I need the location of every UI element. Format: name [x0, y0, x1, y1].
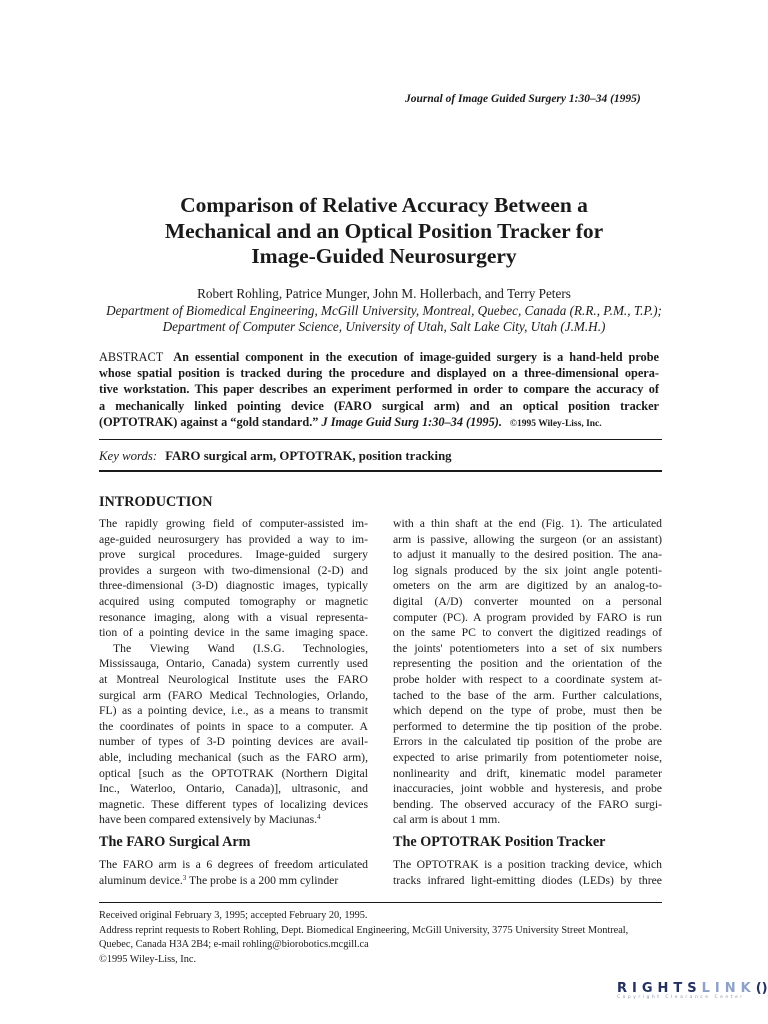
- text-line: The OPTOTRAK is a position tracking device, which: [393, 858, 662, 871]
- text-line: with a thin shaft at the end (Fig. 1). The articulated: [393, 517, 662, 530]
- abstract-text: (OPTOTRAK) against a “gold standard.”: [99, 414, 319, 429]
- text-line: FL) as a pointing device, i.e., as a means to transmit: [99, 704, 368, 718]
- abstract-line: [99, 349, 659, 365]
- rightslink-watermark: [617, 981, 768, 1011]
- text-line: performed to determine the tip position of the probe.: [393, 719, 662, 733]
- text-line: log signals produced by the six joint angle potenti-: [393, 563, 662, 577]
- abstract-copyright: ©1995 Wiley-Liss, Inc.: [509, 418, 602, 429]
- title-line: Image-Guided Neurosurgery: [251, 244, 517, 268]
- text-line: The Viewing Wand (I.S.G. Technologies,: [113, 641, 368, 655]
- text-line: tached to the base of the arm. Further calculations,: [393, 688, 662, 702]
- rightslink-text-light: LINK: [701, 981, 756, 996]
- text-line: age-guided neurosurgery has provided a way to im-: [99, 532, 368, 546]
- text-line: acquired using computed tomography or magnetic: [99, 594, 368, 608]
- reprint-note: Address reprint requests to Robert Rohling, Dept. Biomedical Engineering, McGill University, 3775 University Street Montreal,: [99, 924, 629, 936]
- abstract-label: ABSTRACT: [99, 350, 164, 364]
- footnotes: [99, 909, 664, 967]
- text-line: surgical arm (FARO Medical Technologies, Orlando,: [99, 688, 368, 702]
- abstract-text: An essential component in the execution of image-guided surgery is a hand-held probe: [173, 350, 659, 364]
- text-line: bending. The observed accuracy of the FARO surgi-: [393, 797, 662, 811]
- text-line: representing the position and the orientation of the: [393, 657, 662, 671]
- abstract-line: tive workstation. This paper describes an experiment performed in order to compare the accuracy of: [99, 382, 659, 397]
- optotrak-paragraph: [393, 857, 662, 888]
- section-heading-introduction: INTRODUCTION: [99, 494, 213, 510]
- right-column: [393, 516, 662, 828]
- text-line: which depend on the type of probe, must then be: [393, 704, 662, 718]
- text-line: [99, 873, 368, 889]
- text-line: provides a surgeon with two-dimensional (2-D) and: [99, 563, 368, 577]
- article-title: [40, 193, 728, 270]
- author-list: Robert Rohling, Patrice Munger, John M. Hollerbach, and Terry Peters: [197, 286, 571, 301]
- rightslink-mark-icon: (): [755, 981, 768, 996]
- title-line: Comparison of Relative Accuracy Between a: [180, 193, 588, 217]
- journal-reference: Journal of Image Guided Surgery 1:30–34 (1995): [405, 93, 641, 105]
- abstract-line: whose spatial position is tracked during the procedure and displayed on a three-dimensional opera-: [99, 366, 659, 381]
- text-line: on the same PC to convert the digitized readings of: [393, 626, 662, 640]
- faro-paragraph: [99, 857, 368, 888]
- text-line: cal arm is about 1 mm.: [393, 813, 501, 827]
- text-line: digital (A/D) converter mounted on a personal: [393, 594, 662, 608]
- text-segment: The probe is a 200 mm cylinder: [186, 873, 339, 887]
- text-line: tion of a pointing device in the same imaging space.: [99, 626, 368, 640]
- affiliation: Department of Biomedical Engineering, McGill University, Montreal, Quebec, Canada (R.R., P.M., T.P.);: [106, 303, 662, 318]
- reference-superscript: 4: [317, 813, 321, 822]
- text-line: prove surgical procedures. Image-guided surgery: [99, 548, 368, 562]
- copyright-note: ©1995 Wiley-Liss, Inc.: [99, 953, 197, 965]
- text-line: The FARO arm is a 6 degrees of freedom articulated: [99, 858, 368, 871]
- text-line: tracks infrared light-emitting diodes (LEDs) by three: [393, 873, 662, 887]
- text-line: Mississauga, Ontario, Canada) system currently used: [99, 657, 368, 671]
- section-heading-faro: The FARO Surgical Arm: [99, 834, 251, 850]
- text-line: three-dimensional (3-D) diagnostic images, typically: [99, 579, 368, 593]
- text-line: at Montreal Neurological Institute uses the FARO: [99, 672, 368, 686]
- rightslink-text-dark: RIGHTS: [617, 981, 702, 996]
- text-line: ometers on the arm are digitized by an analog-to-: [393, 579, 662, 593]
- text-line: [99, 812, 368, 828]
- title-line: Mechanical and an Optical Position Tracker for: [164, 218, 604, 243]
- text-line: Errors in the calculated tip position of the probe are: [393, 735, 662, 749]
- text-segment: have been compared extensively by Maciunas.: [99, 813, 318, 827]
- text-line: nonlinearity and drift, kinematic model parameter: [393, 766, 662, 780]
- rightslink-logo: [617, 981, 768, 996]
- text-line: magnetic. These different types of localizing devices: [99, 797, 368, 811]
- reprint-note: Quebec, Canada H3A 2B4; e-mail rohling@biorobotics.mcgill.ca: [99, 939, 369, 951]
- received-note: Received original February 3, 1995; accepted February 20, 1995.: [99, 910, 368, 921]
- text-line: Inc., Waterloo, Ontario, Canada)], ultrasonic, and: [99, 782, 368, 796]
- text-segment: aluminum device.: [99, 873, 183, 887]
- text-line: able, including mechanical (such as the FARO arm),: [99, 750, 368, 764]
- abstract-line: [99, 414, 659, 430]
- section-heading-optotrak: The OPTOTRAK Position Tracker: [393, 834, 606, 850]
- text-line: optical [such as the OPTOTRAK (Northern Digital: [99, 766, 368, 780]
- divider-rule: [99, 470, 662, 472]
- paragraph: [99, 641, 368, 828]
- text-line: number of types of 3-D pointing devices are avail-: [99, 735, 368, 749]
- keywords-text: FARO surgical arm, OPTOTRAK, position tracking: [165, 449, 452, 463]
- text-line: expected to arise primarily from potentiometer noise,: [393, 750, 662, 764]
- abstract-line: a mechanically linked pointing device (FARO surgical arm) and an optical position tracker: [99, 398, 659, 413]
- text-line: probe holder with respect to a coordinate system at-: [393, 672, 662, 686]
- affiliation: Department of Computer Science, University of Utah, Salt Lake City, Utah (J.M.H.): [162, 319, 606, 334]
- text-line: the joints' potentiometers into a set of six numbers: [393, 641, 662, 655]
- reference-superscript: 3: [182, 873, 187, 882]
- abstract: [99, 349, 659, 430]
- text-line: computer (PC). A program provided by FARO is run: [393, 610, 662, 624]
- keywords-label: Key words:: [99, 449, 158, 463]
- rightslink-subtitle: Copyright Clearance Center: [617, 995, 745, 1000]
- text-line: resonance imaging, along with a visual representa-: [99, 610, 368, 624]
- footnote-rule: [99, 902, 662, 903]
- text-line: inaccuracies, joint wobble and hysteresis, and probe: [393, 782, 662, 796]
- text-line: the coordinates of points in space to a computer. A: [99, 719, 368, 733]
- keywords: [99, 449, 659, 464]
- text-line: The rapidly growing field of computer-assisted im-: [99, 517, 368, 530]
- divider-rule: [99, 439, 662, 440]
- abstract-citation: J Image Guid Surg 1:30–34 (1995).: [321, 414, 502, 429]
- text-line: arm is passive, allowing the surgeon (or an assistant): [393, 532, 662, 546]
- text-line: to adjust it manually to the desired position. The ana-: [393, 548, 662, 562]
- paragraph: [99, 516, 368, 641]
- left-column: [99, 516, 368, 828]
